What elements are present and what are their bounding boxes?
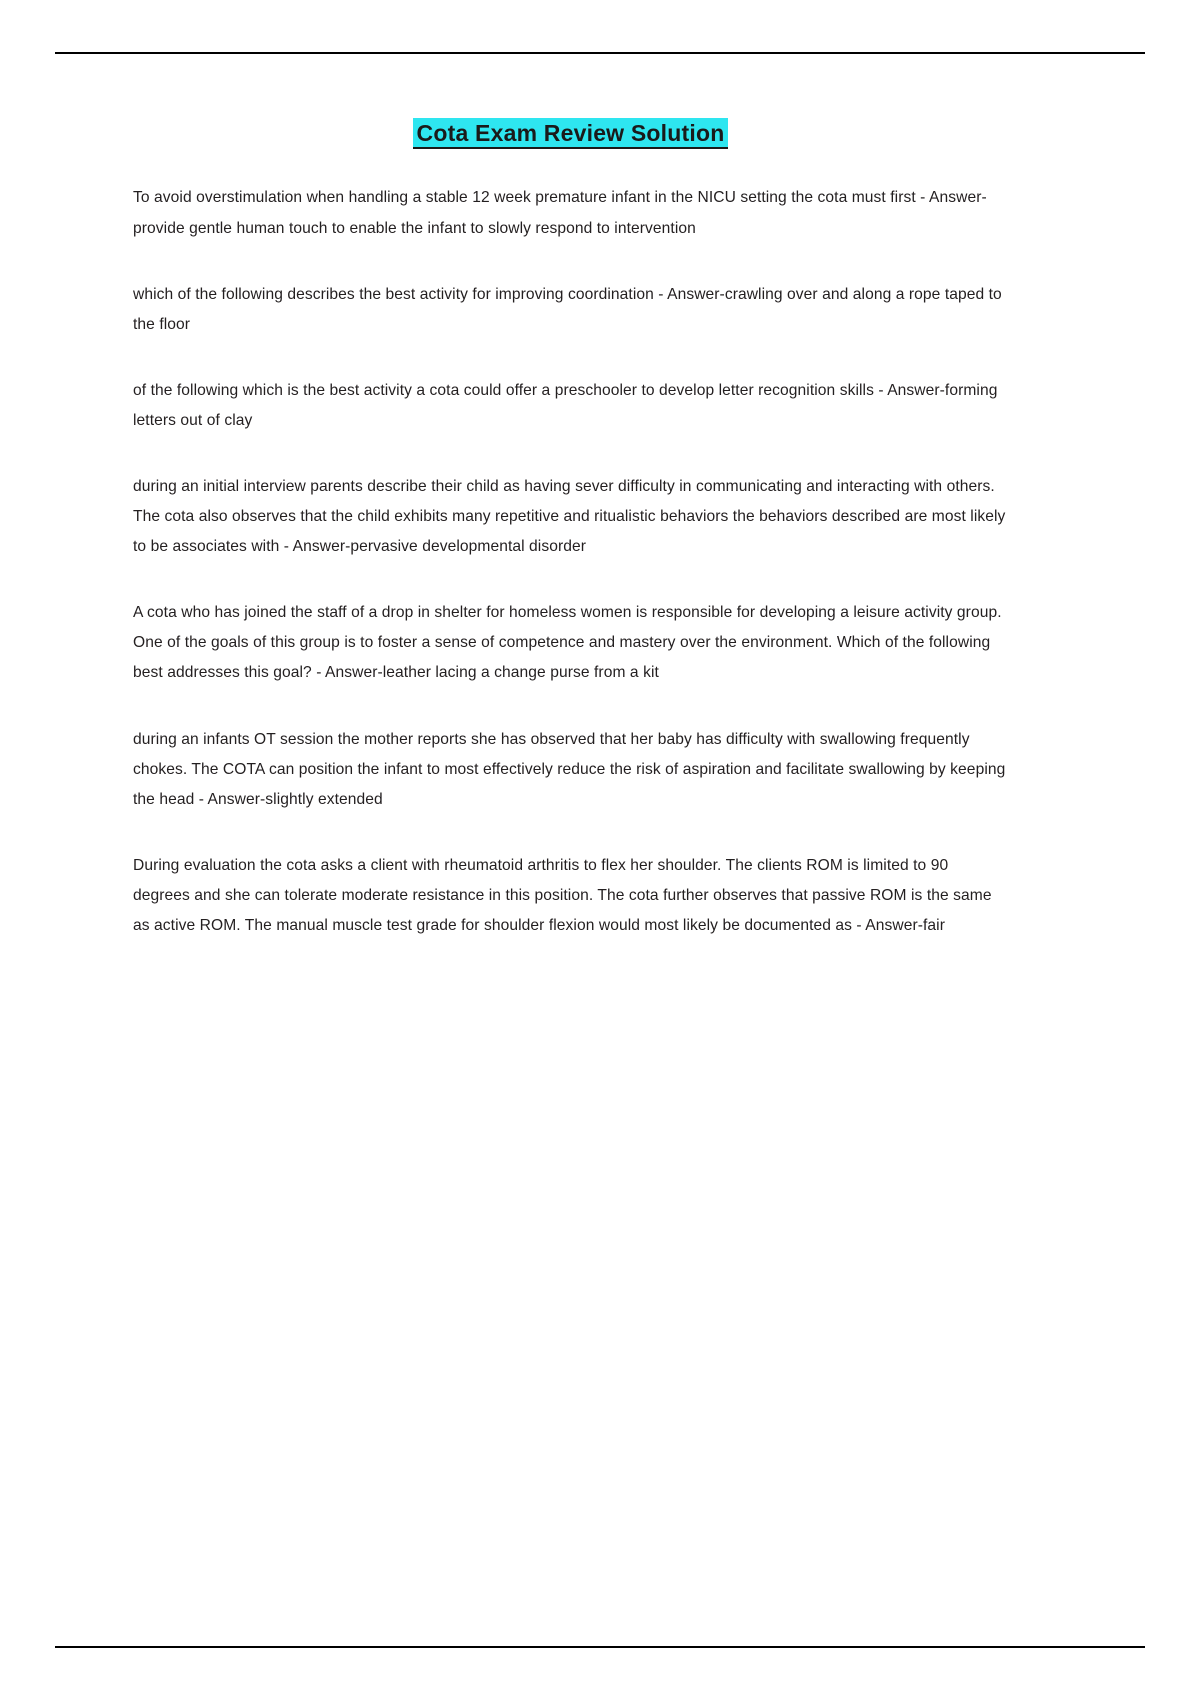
qa-item: during an infants OT session the mother reports she has observed that her baby has difficulty with swallowing frequently chokes. The COTA can position the infant to most effectively reduce the risk of aspiration and facilitate swallowing by keeping the head - Answer-slightly extended <box>133 730 1006 808</box>
qa-item: During evaluation the cota asks a client with rheumatoid arthritis to flex her shoulder. The clients ROM is limited to 90 degrees and she can tolerate moderate resistance in this position. The cota further observes that passive ROM is the same as active ROM. The manual muscle test grade for shoulder flexion would most likely be documented as - Answer-fair <box>133 856 992 935</box>
qa-item: A cota who has joined the staff of a drop in shelter for homeless women is responsible for developing a leisure activity group. One of the goals of this group is to foster a sense of competence and mastery over the environment. Which of the following best addresses this goal? - Answer-leather lacing a change purse from a kit <box>133 604 1002 682</box>
document-body <box>133 118 1008 941</box>
qa-item: of the following which is the best activity a cota could offer a preschooler to develop letter recognition skills - Answer-forming letters out of clay <box>133 381 998 429</box>
qa-item: which of the following describes the best activity for improving coordination - Answer-crawling over and along a rope taped to the floor <box>133 285 1002 333</box>
page-title <box>133 118 1008 149</box>
page-title-highlight: Cota Exam Review Solution <box>413 118 729 149</box>
qa-item: during an initial interview parents describe their child as having sever difficulty in communicating and interacting with others. The cota also observes that the child exhibits many repetitive and ritualistic behaviors the behaviors described are most likely to be associates with - Answer-pervasive developmental disorder <box>133 478 1006 556</box>
qa-item: To avoid overstimulation when handling a stable 12 week premature infant in the NICU setting the cota must first - Answer-provide gentle human touch to enable the infant to slowly respond to intervention <box>133 189 987 237</box>
header-divider <box>55 52 1145 54</box>
footer-divider <box>55 1646 1145 1648</box>
